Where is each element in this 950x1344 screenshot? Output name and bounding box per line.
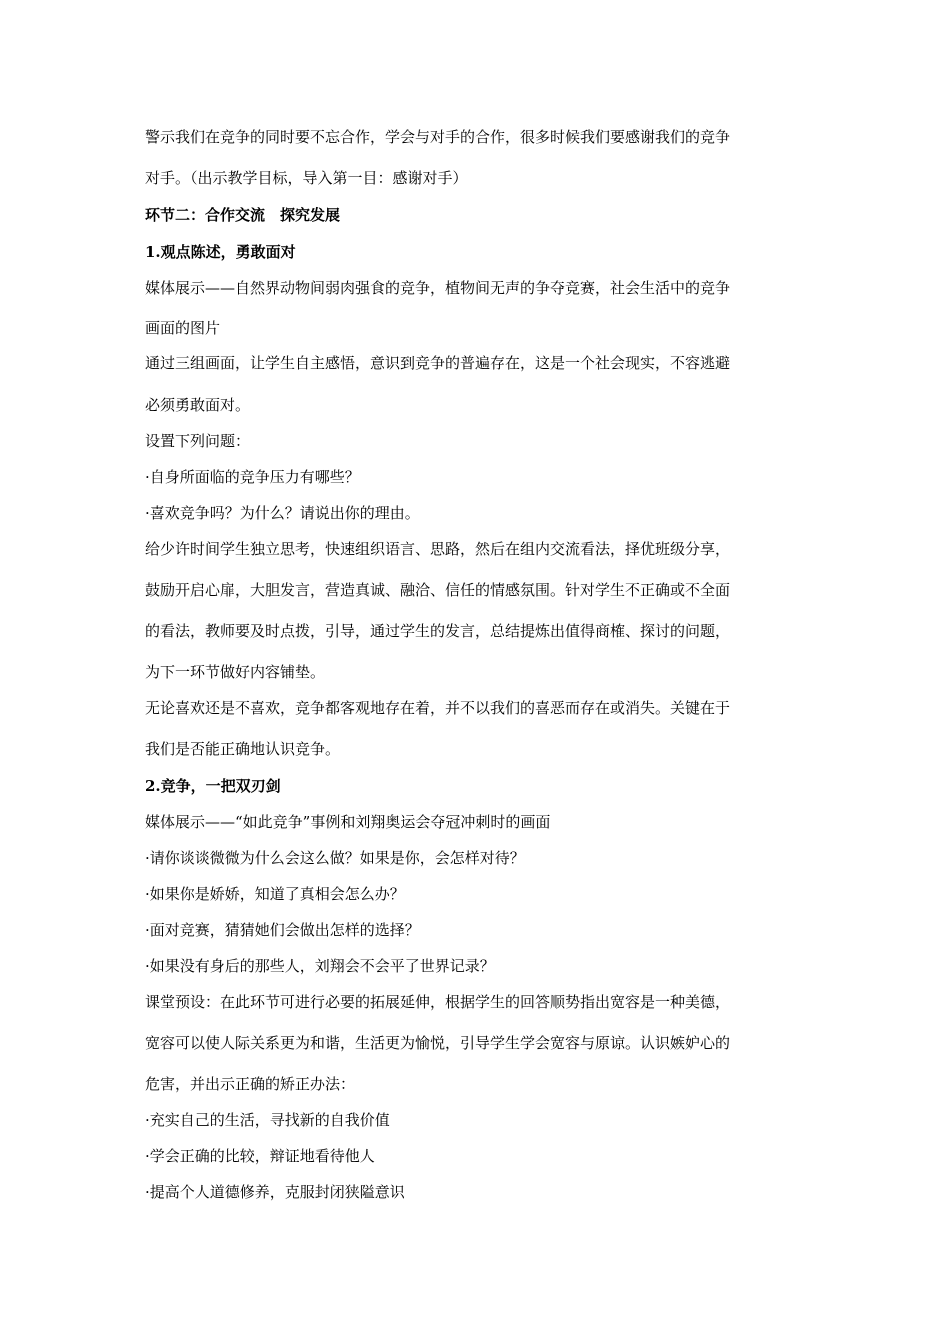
bullet-item: ·提高个人道德修养，克服封闭狭隘意识	[145, 1183, 405, 1201]
subsection-heading: 2.竞争，一把双刃剑	[145, 777, 281, 795]
paragraph-line: 必须勇敢面对。	[145, 396, 251, 414]
paragraph-line: 画面的图片	[145, 319, 221, 337]
bullet-item: ·如果你是娇娇，知道了真相会怎么办？	[145, 885, 405, 903]
paragraph-line: 给少许时间学生独立思考，快速组织语言、思路，然后在组内交流看法，择优班级分享，	[145, 540, 731, 558]
paragraph-line: 为下一环节做好内容铺垫。	[145, 663, 326, 681]
paragraph-line: 危害，并出示正确的矫正办法：	[145, 1075, 356, 1093]
section-heading: 环节二：合作交流 探究发展	[145, 206, 341, 224]
paragraph-line: 警示我们在竞争的同时要不忘合作，学会与对手的合作，很多时候我们要感谢我们的竞争	[145, 128, 731, 146]
paragraph-line: 通过三组画面，让学生自主感悟，意识到竞争的普遍存在，这是一个社会现实，不容逃避	[145, 354, 731, 372]
paragraph-line: 宽容可以使人际关系更为和谐，生活更为愉悦，引导学生学会宽容与原谅。认识嫉妒心的	[145, 1034, 731, 1052]
subsection-heading: 1.观点陈述，勇敢面对	[145, 243, 296, 261]
paragraph-line: 课堂预设：在此环节可进行必要的拓展延伸，根据学生的回答顺势指出宽容是一种美德，	[145, 993, 731, 1011]
paragraph-line: 对手。（出示教学目标，导入第一目：感谢对手）	[145, 169, 468, 187]
paragraph-line: 媒体展示——“如此竞争”事例和刘翔奥运会夺冠冲刺时的画面	[145, 813, 551, 831]
paragraph-line: 的看法，教师要及时点拨，引导，通过学生的发言，总结提炼出值得商榷、探讨的问题，	[145, 622, 731, 640]
paragraph-line: 我们是否能正确地认识竞争。	[145, 740, 341, 758]
paragraph-line: 无论喜欢还是不喜欢，竞争都客观地存在着，并不以我们的喜恶而存在或消失。关键在于	[145, 699, 731, 717]
bullet-item: ·喜欢竞争吗？为什么？请说出你的理由。	[145, 504, 420, 522]
paragraph-line: 鼓励开启心扉，大胆发言，营造真诚、融洽、信任的情感氛围。针对学生不正确或不全面	[145, 581, 731, 599]
bullet-item: ·如果没有身后的那些人，刘翔会不会平了世界记录？	[145, 957, 495, 975]
bullet-item: ·自身所面临的竞争压力有哪些？	[145, 468, 360, 486]
bullet-item: ·面对竞赛，猜猜她们会做出怎样的选择？	[145, 921, 420, 939]
bullet-item: ·充实自己的生活，寻找新的自我价值	[145, 1111, 390, 1129]
bullet-item: ·学会正确的比较，辩证地看待他人	[145, 1147, 375, 1165]
paragraph-line: 媒体展示——自然界动物间弱肉强食的竞争，植物间无声的争夺竞赛，社会生活中的竞争	[145, 279, 731, 297]
bullet-item: ·请你谈谈微微为什么会这么做？如果是你，会怎样对待？	[145, 849, 525, 867]
paragraph-line: 设置下列问题：	[145, 432, 251, 450]
